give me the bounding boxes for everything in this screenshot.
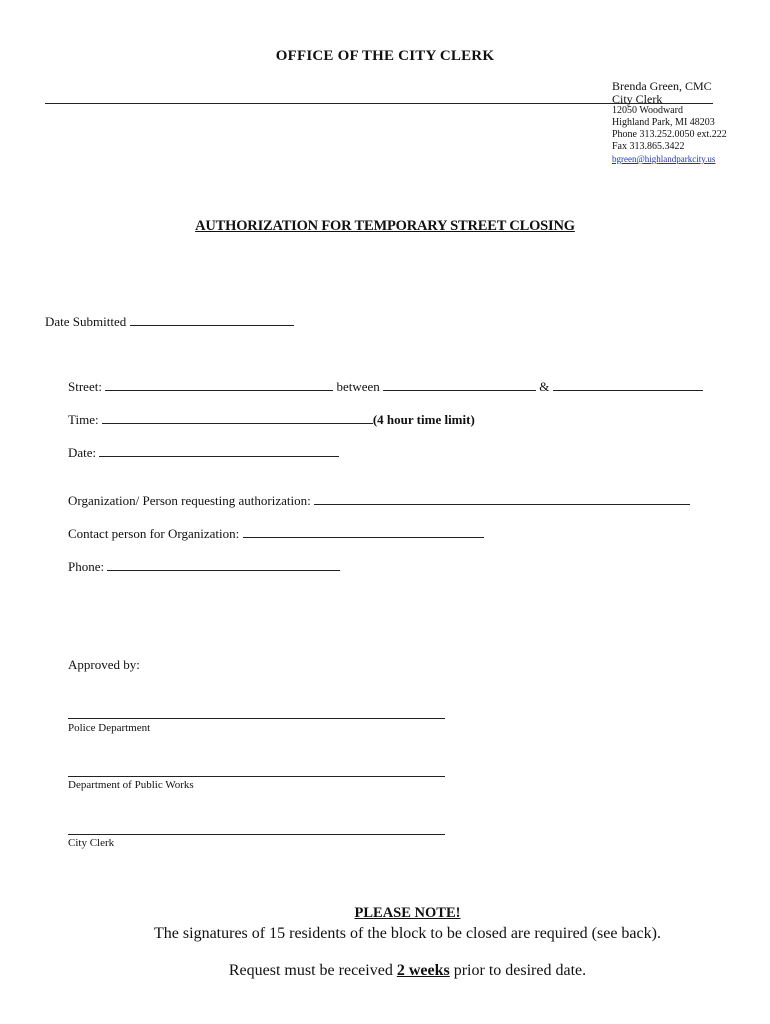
time-limit-note: (4 hour time limit) bbox=[372, 412, 475, 427]
date-row bbox=[68, 444, 339, 461]
clerk-name: Brenda Green, CMC bbox=[612, 79, 712, 93]
clerk-address: 12050 Woodward bbox=[612, 105, 683, 116]
note-signatures-requirement: The signatures of 15 residents of the block to be closed are required (see back). bbox=[154, 925, 661, 942]
street-row bbox=[68, 378, 703, 395]
note-deadline-prefix: Request must be received bbox=[228, 962, 397, 979]
and-street-field[interactable] bbox=[553, 378, 703, 391]
phone-field[interactable] bbox=[107, 558, 340, 571]
approved-by-heading: Approved by: bbox=[68, 657, 140, 672]
contact-person-label: Contact person for Organization: bbox=[68, 526, 240, 541]
note-deadline-suffix: prior to desired date. bbox=[449, 962, 587, 979]
police-signature-line[interactable] bbox=[68, 718, 445, 719]
date-field[interactable] bbox=[99, 444, 339, 457]
street-label: Street: bbox=[68, 379, 102, 394]
organization-row bbox=[68, 492, 690, 509]
office-title: OFFICE OF THE CITY CLERK bbox=[275, 48, 495, 64]
clerk-city: Highland Park, MI 48203 bbox=[612, 117, 715, 128]
between-label: between bbox=[336, 379, 380, 394]
police-signature-label: Police Department bbox=[68, 722, 151, 734]
time-field[interactable] bbox=[102, 411, 373, 424]
clerk-email-link[interactable]: bgreen@highlandparkcity.us bbox=[612, 154, 716, 164]
clerk-phone: Phone 313.252.0050 ext.222 bbox=[612, 129, 727, 140]
organization-label: Organization/ Person requesting authorization: bbox=[68, 493, 311, 508]
city-clerk-signature-line[interactable] bbox=[68, 834, 445, 835]
time-row bbox=[68, 411, 475, 428]
street-field[interactable] bbox=[105, 378, 333, 391]
contact-person-row bbox=[68, 525, 484, 542]
contact-person-field[interactable] bbox=[243, 525, 484, 538]
between-street-field[interactable] bbox=[383, 378, 536, 391]
public-works-signature-label: Department of Public Works bbox=[68, 779, 194, 791]
phone-row bbox=[68, 558, 340, 575]
phone-label: Phone: bbox=[68, 559, 105, 574]
date-submitted-row bbox=[45, 313, 294, 330]
date-submitted-label: Date Submitted bbox=[45, 314, 127, 329]
clerk-role: City Clerk bbox=[612, 92, 663, 106]
date-label: Date: bbox=[68, 445, 97, 460]
organization-field[interactable] bbox=[314, 492, 690, 505]
and-label: & bbox=[539, 379, 550, 394]
time-label: Time: bbox=[68, 412, 99, 427]
note-deadline bbox=[0, 962, 770, 980]
date-submitted-field[interactable] bbox=[130, 313, 294, 326]
public-works-signature-line[interactable] bbox=[68, 776, 445, 777]
city-clerk-signature-label: City Clerk bbox=[68, 837, 115, 849]
note-title: PLEASE NOTE! bbox=[354, 905, 461, 921]
note-deadline-emphasis: 2 weeks bbox=[396, 962, 450, 979]
clerk-fax: Fax 313.865.3422 bbox=[612, 141, 685, 152]
form-title: AUTHORIZATION FOR TEMPORARY STREET CLOSING bbox=[195, 218, 575, 234]
